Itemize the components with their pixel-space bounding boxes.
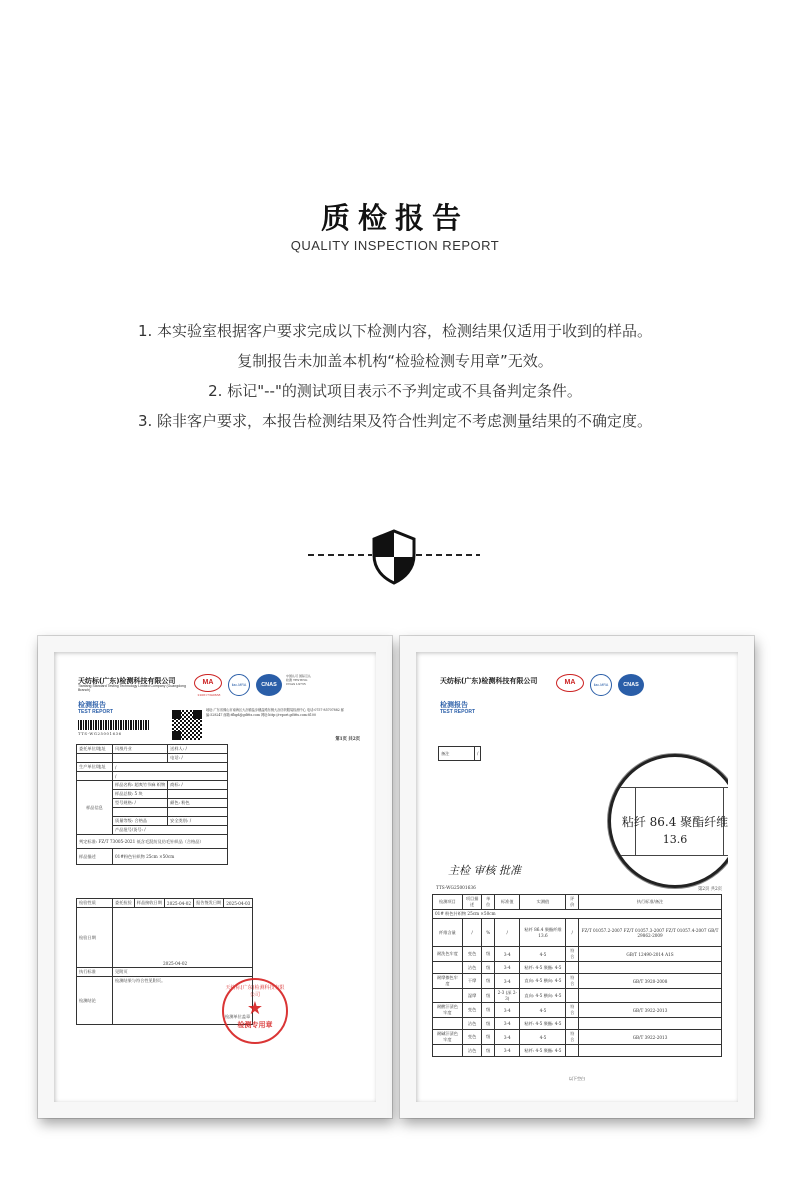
cell: 商标: / [168, 781, 228, 790]
table-cell [579, 989, 722, 1003]
note-line: 3. 除非客户要求，本报告检测结果及符合性判定不考虑测量结果的不确定度。 [137, 412, 653, 430]
table-header-row [433, 895, 722, 910]
table-cell: 3-4 [495, 947, 520, 962]
company-name: 天纺标(广东)检测科技有限公司 [78, 677, 176, 685]
zoom-rule [611, 855, 728, 856]
table-cell: 湿摩 [462, 989, 482, 1003]
cell: 质量等级: 合格品 [113, 817, 168, 826]
note-line: 2. 标记"--"的测试项目表示不予判定或不具备判定条件。 [208, 382, 582, 400]
table-cell: 干摩 [462, 974, 482, 989]
table-cell [433, 1018, 463, 1030]
cell: 样品描述 [77, 849, 113, 865]
table-cell: 3-4 [495, 1018, 520, 1030]
barcode-text: TTS-WG25001636 [78, 731, 122, 736]
cma-logo: MA [194, 674, 222, 692]
cell: 送样人: / [168, 745, 228, 754]
table-cell: / [462, 919, 482, 947]
table-cell: FZ/T 01057.2-2007 FZ/T 01057.3-2007 FZ/T 01057.4-2007 GB/T 29862-2009 [579, 919, 722, 947]
table-cell: 级 [482, 1030, 495, 1045]
magnifier-circle [608, 754, 728, 888]
table-cell [579, 1045, 722, 1057]
remark-table [438, 746, 481, 761]
conclusion-text: 检测结果与符合性见附页。 [115, 978, 166, 983]
table-row [433, 947, 722, 962]
cell: / [113, 772, 228, 781]
cell: 样品总数: 5 块 [113, 790, 168, 799]
cell: 见附页 [113, 968, 253, 977]
table-cell: / [495, 919, 520, 947]
cell: 电话: / [168, 754, 228, 763]
cell [168, 808, 228, 817]
table-row [433, 1030, 722, 1045]
page-subtitle: QUALITY INSPECTION REPORT [290, 238, 500, 253]
table-cell: 粘纤: 4-5 聚酯: 4-5 [520, 1018, 566, 1030]
table-cell: 沾色 [462, 962, 482, 974]
photo-frame-left [38, 636, 392, 1118]
table-cell: 级 [482, 947, 495, 962]
photo-frame-right [400, 636, 754, 1118]
table-header-cell: 执行标准/备注 [579, 895, 722, 910]
report-page-2 [426, 662, 728, 1092]
official-seal [222, 978, 288, 1044]
table-cell: 级 [482, 1018, 495, 1030]
cell: 生产单位/地址 [77, 763, 113, 772]
dashed-line [308, 554, 372, 556]
cnas-logo: CNAS [256, 674, 282, 696]
table-row [433, 962, 722, 974]
table-body [433, 919, 722, 1057]
ilac-logo: ilac-MRA [228, 674, 250, 696]
zoom-text: 13.6 [662, 833, 688, 846]
table-cell: 耐碱汗渍色牢度 [433, 1030, 463, 1045]
signatures: 主检 审核 批准 [448, 864, 521, 877]
table-header-cell: 单位 [482, 895, 495, 910]
star-icon: ★ [246, 998, 264, 1019]
shield-icon [370, 529, 418, 585]
frame-mat [54, 652, 376, 1102]
page-title: 质检报告 [320, 201, 469, 235]
cell: 委托单位/地址 [77, 745, 113, 754]
cell: 样品接收日期 [134, 899, 164, 908]
table-cell: 级 [482, 974, 495, 989]
table-cell: 沾色 [462, 1018, 482, 1030]
table-cell: 耐摩擦色牢度 [433, 974, 463, 989]
cell: 委托检验 [113, 899, 135, 908]
cma-number: 220617340638 [197, 693, 221, 697]
table-cell: 3-4 [495, 1030, 520, 1045]
table-cell: 3-4 [495, 974, 520, 989]
report-page-1 [64, 662, 366, 1092]
table-cell: 4-5 [520, 947, 566, 962]
cell [168, 790, 228, 799]
cell: 执行标准 [77, 968, 113, 977]
table-cell [566, 1018, 579, 1030]
table-cell: 变色 [462, 1003, 482, 1018]
cell [113, 808, 168, 817]
dashed-line [416, 554, 480, 556]
seal-text: 检测专用章 [237, 1021, 273, 1029]
note-line: 1. 本实验室根据客户要求完成以下检测内容，检测结果仅适用于收到的样品。 [137, 322, 653, 340]
cell: / [113, 763, 228, 772]
report-title-en: TEST REPORT [440, 709, 476, 715]
table-row [433, 1045, 722, 1057]
table-row [433, 1018, 722, 1030]
table-cell: GB/T 3920-2008 [579, 974, 722, 989]
frame-mat [416, 652, 738, 1102]
test-results-table [432, 894, 722, 1057]
cell: 报告签发日期 [194, 899, 224, 908]
barcode [78, 720, 150, 730]
report-number: TTS-WG25001636 [436, 886, 476, 891]
ilac-logo: ilac-MRA [590, 674, 612, 696]
table-cell: 粘纤: 4-5 聚酯: 4-5 [520, 962, 566, 974]
table-cell: GB/T 3922-2013 [579, 1030, 722, 1045]
table-cell [566, 989, 579, 1003]
table-cell [433, 962, 463, 974]
cell: / [475, 747, 481, 761]
notes [0, 316, 790, 436]
cell [77, 772, 113, 781]
table-cell: 级 [482, 962, 495, 974]
cell: 判定标准: FZ/T 73005-2021 低含毛混纺及仿毛针织品（合格品） [77, 835, 228, 849]
table-cell: 符合 [566, 1030, 579, 1045]
table-row [433, 919, 722, 947]
cell: 风凰丹业 [113, 745, 168, 754]
end-text: 以下空白 [569, 1076, 585, 1081]
cell: 检测结论 [77, 977, 113, 1025]
table-cell: 直向: 4-5 横向: 4-5 [520, 974, 566, 989]
table-cell: / [566, 919, 579, 947]
cell: 2025-04-02 [113, 908, 253, 968]
table-cell: 变色 [462, 1030, 482, 1045]
section-divider [308, 529, 480, 585]
cell: 样品信息 [77, 781, 113, 835]
company-name: 天纺标(广东)检测科技有限公司 [440, 677, 538, 685]
table-cell: 粘纤 86.4 聚酯纤维 13.6 [520, 919, 566, 947]
table-cell: 沾色 [462, 1045, 482, 1057]
table-header-cell: 项目描述 [462, 895, 482, 910]
table-header-cell: 检测项目 [433, 895, 463, 910]
table-cell [433, 1045, 463, 1057]
cell: 2025-04-02 [164, 899, 193, 908]
table-cell: 3-4 [495, 962, 520, 974]
seal-arc-text: 天纺标(广东)检测科技有限公司 [225, 985, 285, 998]
table-cell: 级 [482, 1003, 495, 1018]
table-header-cell: 评价 [566, 895, 579, 910]
table-cell: 2-3 (深 2-3) [495, 989, 520, 1003]
seal-note: 检测单位盖章 [225, 1014, 251, 1019]
cma-logo: MA [556, 674, 584, 692]
table-cell: 耐酸汗渍色牢度 [433, 1003, 463, 1018]
report-title: 检测报告 [440, 701, 468, 709]
table-cell: 纤维含量 [433, 919, 463, 947]
table-cell [579, 962, 722, 974]
table-cell: 符合 [566, 1003, 579, 1018]
cnas-logo: CNAS [618, 674, 644, 696]
table-cell: 级 [482, 989, 495, 1003]
report-title-en: TEST REPORT [78, 709, 114, 715]
company-name-en: Tianfang Standard Testing Technology Limited Company (Guangdong Branch) [78, 684, 186, 692]
table-header-cell: 实测值 [520, 895, 566, 910]
report-info-table [76, 744, 228, 865]
cell [77, 754, 113, 763]
zoom-rule [611, 787, 728, 788]
zoom-text: 粘纤 86.4 聚酯纤维 [621, 815, 728, 829]
cell: 产品批号/货号: / [113, 826, 228, 835]
table-cell: % [482, 919, 495, 947]
cell: 颜色: 粉色 [168, 799, 228, 808]
table-cell: 符合 [566, 974, 579, 989]
company-address: 地址:广东省佛山市南海区大沥镇盐步穗盐路东侧大沥纺织服装检测中心 电话:0757-85707882 邮编:528247 邮箱:tfbgd@gdttts.com 网址:http://report.gdttts.com:8100 [206, 708, 344, 717]
note-line: 复制报告未加盖本机构“检验检测专用章”无效。 [237, 352, 553, 370]
cell: 2025-04-03 [224, 899, 253, 908]
sample-row: 01# 粉色针织物 25cm ×50cm [433, 910, 722, 919]
table-cell [433, 989, 463, 1003]
cell: 备注 [439, 747, 475, 761]
table-cell [566, 962, 579, 974]
cell: 样品名称: 超爽竹节麻 织物 [113, 781, 168, 790]
table-cell: GB/T 3922-2013 [579, 1003, 722, 1018]
table-cell: GB/T 12490-2014 A1S [579, 947, 722, 962]
cell: 型号规格: / [113, 799, 168, 808]
table-cell [579, 1018, 722, 1030]
table-cell: 变色 [462, 947, 482, 962]
table-cell: 粘纤: 4-5 聚酯: 4-5 [520, 1045, 566, 1057]
table-cell: 级 [482, 1045, 495, 1057]
cell: 检验性质 [77, 899, 113, 908]
report-title: 检测报告 [78, 701, 106, 709]
table-cell: 4-5 [520, 1030, 566, 1045]
table-cell: 4-5 [520, 1003, 566, 1018]
table-row [433, 1003, 722, 1018]
cell [113, 754, 168, 763]
table-row [433, 989, 722, 1003]
table-cell: 直向: 4-5 横向: 4-5 [520, 989, 566, 1003]
table-cell: 符合 [566, 947, 579, 962]
page-number: 第1页 共2页 [335, 737, 360, 742]
table-cell: 耐洗色牢度 [433, 947, 463, 962]
cell: 检验日期 [77, 908, 113, 968]
table-cell: 3-4 [495, 1003, 520, 1018]
table-cell [566, 1045, 579, 1057]
page-number: 第2页 共2页 [697, 887, 722, 892]
cell: 01#粉色针织物 25cm ×50cm [113, 849, 228, 865]
table-header-cell: 标准值 [495, 895, 520, 910]
qr-code [172, 710, 202, 740]
table-cell: 3-4 [495, 1045, 520, 1057]
cell: 安全类别: / [168, 817, 228, 826]
cnas-info: 中国认可 国际互认 检测 TESTING CNAS L9735 [286, 674, 311, 686]
table-row [433, 974, 722, 989]
